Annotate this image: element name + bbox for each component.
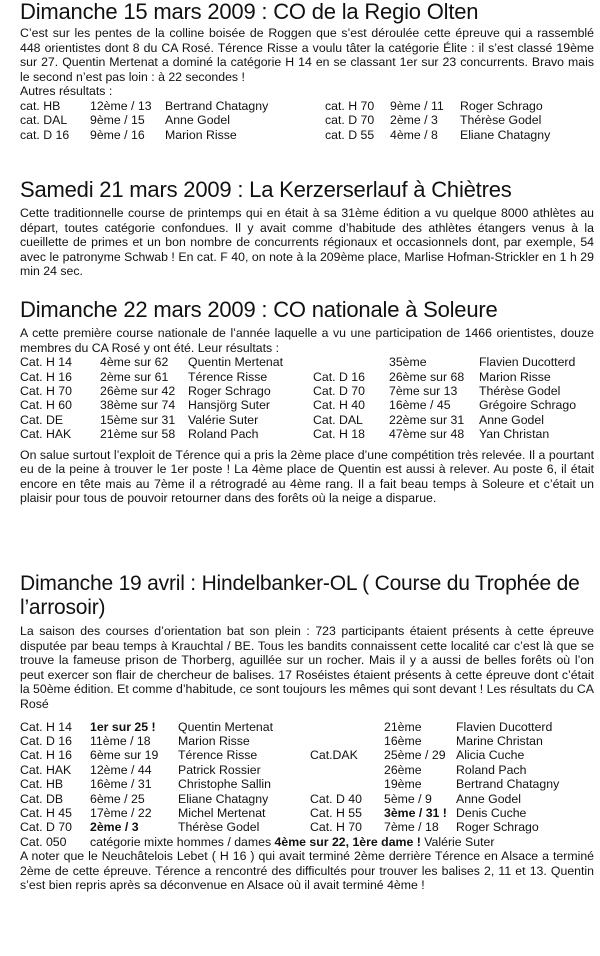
category-cell: Cat. 050	[20, 834, 67, 849]
name-cell: Roland Pach	[188, 427, 259, 442]
rank-cell: 2ème / 3	[90, 820, 139, 835]
rank-cell: 16ème	[384, 733, 422, 748]
name-cell: Eliane Chatagny	[460, 127, 551, 142]
category-cell: Cat. DB	[20, 791, 64, 806]
name-cell: Anne Godel	[456, 791, 521, 806]
category-cell: Cat.DAK	[310, 748, 358, 763]
rank-cell: 4ème / 8	[390, 127, 438, 142]
name-cell: Roger Schrago	[456, 820, 539, 835]
name-cell: Roger Schrago	[188, 384, 271, 398]
category-cell	[310, 720, 384, 734]
name-cell: Patrick Rossier	[178, 762, 261, 777]
category-description: catégorie mixte hommes / dames	[90, 834, 272, 849]
category-cell: Cat. H 40	[313, 398, 365, 413]
category-cell: Cat. H 45	[20, 806, 72, 820]
category-cell: Cat. HAK	[20, 762, 72, 777]
table-row	[20, 398, 576, 412]
section-soleure	[20, 298, 594, 506]
rank-cell: 26ème sur 68	[389, 369, 465, 384]
rank-cell: 2ème sur 61	[100, 369, 169, 384]
section-hindelbanker	[20, 572, 594, 893]
rank-cell: 6ème / 25	[90, 791, 145, 806]
category-cell: Cat. D 16	[20, 733, 72, 748]
rank-cell: 47ème sur 48	[389, 427, 465, 442]
table-row	[20, 734, 559, 748]
category-cell: Cat. D 70	[20, 820, 72, 835]
name-cell: Roland Pach	[456, 762, 527, 777]
category-cell: Cat. H 16	[20, 369, 72, 384]
table-row	[20, 370, 576, 384]
category-cell: Cat. DAL	[313, 412, 363, 427]
name-cell: Denis Cuche	[456, 806, 527, 820]
rank-cell: 21ème sur 58	[100, 427, 176, 442]
name-cell: Roger Schrago	[460, 98, 543, 113]
mixed-category-row	[20, 835, 594, 849]
rank-cell: 6ème sur 19	[90, 748, 159, 763]
results-table	[20, 99, 550, 142]
rank-cell: 2ème / 3	[390, 113, 438, 128]
name-cell: Thérèse Godel	[460, 113, 542, 128]
name-cell: Térence Risse	[178, 748, 258, 763]
rank-cell: 19ème	[384, 777, 422, 792]
table-row	[20, 128, 550, 142]
category-cell: cat. DAL	[20, 113, 68, 128]
section-text: Cette traditionnelle course de printemps qui en était à sa 31ème édition a vu quelque 8000 athlètes au départ, toutes catégorie confondues. Il y avait comme d’habitude des athlètes étangers venus à la cueillette de primes et un bon nombre de concurrents régionaux et occasionnels dont, par exemple, 54 avec le patronyme Schwab ! En cat. F 40, on note à la 209ème place, Marlise Hofman-Strickler en 1 h 29 min 24 sec.	[20, 206, 594, 279]
category-cell: Cat. H 70	[20, 384, 72, 398]
rank-cell: 26ème	[384, 762, 422, 777]
category-cell: Cat. D 70	[313, 384, 365, 398]
table-row	[20, 777, 559, 791]
category-cell: cat. HB	[20, 98, 61, 113]
rank-cell: 26ème sur 42	[100, 384, 176, 398]
category-cell	[310, 763, 384, 777]
table-row	[20, 384, 576, 398]
category-cell: cat. D 16	[20, 127, 70, 142]
section-title: Samedi 21 mars 2009 : La Kerzerserlauf à Chiètres	[20, 177, 512, 202]
table-row	[20, 720, 559, 734]
category-cell: Cat. H 14	[20, 719, 72, 734]
section-text: La saison des courses d’orientation bat son plein : 723 participants étaient présents à cette épreuve disputée par beau temps à Krauchtal / BE. Tous les bandits connaissent cette localité car c’est là que se trouve la fameuse prison de Thorberg, aguillée sur un rocher. Mais il y a aussi de belles forêts où l’on peut exercer son flair de chercheur de balises. 17 Roséistes étaient présents à cette épreuve dont c’était la 50ème édition. Et comme d’habitude, ce sont toujours les mêmes qui sont devant ! Les résultats du CA Rosé	[20, 624, 594, 711]
section-title: Dimanche 15 mars 2009 : CO de la Regio Olten	[20, 0, 479, 24]
rank-cell: 4ème sur 22, 1ère dame !	[274, 834, 421, 849]
rank-cell: 21ème	[384, 719, 422, 734]
name-cell: Marion Risse	[479, 369, 551, 384]
table-row	[20, 113, 550, 127]
category-cell: Cat. H 18	[313, 427, 365, 442]
rank-cell: 17ème / 22	[90, 806, 152, 820]
rank-cell: 12ème / 13	[90, 98, 152, 113]
name-cell: Thérèse Godel	[178, 820, 260, 835]
rank-cell: 35ème	[389, 355, 427, 370]
rank-cell: 9ème / 11	[390, 98, 444, 113]
category-cell: Cat. H 55	[310, 806, 362, 820]
category-cell: Cat. HAK	[20, 427, 72, 442]
name-cell: Michel Mertenat	[178, 806, 266, 820]
table-row	[20, 763, 559, 777]
name-cell: Valérie Suter	[188, 412, 259, 427]
name-cell: Christophe Sallin	[178, 777, 271, 792]
table-row	[20, 427, 576, 441]
table-row	[20, 413, 576, 427]
section-title: Dimanche 19 avril : Hindelbanker-OL ( Course du Trophée de l’arrosoir)	[20, 572, 580, 619]
name-cell: Flavien Ducotterd	[479, 355, 576, 370]
name-cell: Quentin Mertenat	[188, 355, 284, 370]
name-cell: Flavien Ducotterd	[456, 719, 553, 734]
section-regio-olten	[20, 0, 594, 142]
category-cell	[310, 777, 384, 791]
table-row	[20, 355, 576, 369]
name-cell: Quentin Mertenat	[178, 719, 274, 734]
name-cell: Marion Risse	[165, 127, 237, 142]
results-table	[20, 720, 559, 835]
rank-cell: 9ème / 16	[90, 127, 145, 142]
name-cell: Anne Godel	[165, 113, 230, 128]
name-cell: Bertrand Chatagny	[165, 98, 269, 113]
rank-cell: 3ème / 31 !	[384, 806, 447, 820]
section-text: C’est sur les pentes de la colline boisée de Roggen que s’est déroulée cette épreuve qui a rassemblé 448 orientistes dont 8 du CA Rosé. Térence Risse a voulu tâter la catégorie Élite : il s’est classé 19ème sur 27. Quentin Mertenat a dominé la catégorie H 14 en se classant 1er sur 23 concurrents. Bravo mais le second n’est pas loin : à 22 secondes !	[20, 26, 594, 84]
category-cell: Cat. H 70	[310, 820, 362, 835]
name-cell: Alicia Cuche	[456, 748, 525, 763]
category-cell: Cat. HB	[20, 777, 64, 792]
section-text: A noter que le Neuchâtelois Lebet ( H 16 ) qui avait terminé 2ème derrière Térence en Alsace a terminé 2ème de cette épreuve. Térence a rencontré des difficultés pour trouver les balises 2, 11 et 13. Quentin s’est bien repris après sa déconvenue en Alsace où il avait terminé 4ème !	[20, 849, 594, 893]
name-cell: Valérie Suter	[424, 834, 495, 849]
name-cell: Yan Christan	[479, 427, 550, 442]
name-cell: Marine Christan	[456, 733, 543, 748]
rank-cell: 12ème / 44	[90, 762, 152, 777]
rank-cell: 9ème / 15	[90, 113, 145, 128]
name-cell: Bertrand Chatagny	[456, 777, 560, 792]
category-cell: Cat. D 40	[310, 791, 362, 806]
category-cell: cat. D 70	[325, 113, 375, 128]
rank-cell: 4ème sur 62	[100, 355, 169, 370]
category-cell: Cat. DE	[20, 412, 64, 427]
category-cell: Cat. D 16	[313, 369, 365, 384]
rank-cell: 7ème sur 13	[389, 384, 458, 398]
section-text: On salue surtout l’exploit de Térence qui a pris la 2ème place d’une compétition très relevée. Il a pourtant eu de la peine à trouver le 1er poste ! La 4ème place de Quentin est aussi à relever. Au poste 6, il était encore en tête mais au 7ème il a rétrogradé au 4ème rang. Il a fait beau temps à Soleure et c’était un plaisir pour tous de pouvoir retourner dans des forêts où la neige a disparue.	[20, 447, 594, 506]
name-cell: Grégoire Schrago	[479, 398, 577, 413]
other-results-label: Autres résultats :	[20, 84, 113, 99]
category-cell: Cat. H 16	[20, 748, 72, 763]
section-kerzerserlauf	[20, 178, 594, 279]
results-table	[20, 355, 576, 441]
category-cell: cat. H 70	[325, 98, 375, 113]
name-cell: Anne Godel	[479, 412, 544, 427]
name-cell: Thérèse Godel	[479, 384, 561, 398]
name-cell: Marion Risse	[178, 733, 250, 748]
table-row	[20, 748, 559, 762]
rank-cell: 38ème sur 74	[100, 398, 176, 413]
rank-cell: 25ème / 29	[384, 748, 446, 763]
table-row	[20, 99, 550, 113]
rank-cell: 22ème sur 31	[389, 412, 465, 427]
section-text: A cette première course nationale de l’année laquelle a vu une participation de 1466 orientistes, douze membres du CA Rosé y ont été. Leur résultats :	[20, 326, 594, 355]
category-cell: Cat. H 60	[20, 398, 72, 413]
category-cell: cat. D 55	[325, 127, 375, 142]
rank-cell: 11ème / 18	[90, 733, 151, 748]
rank-cell: 7ème / 18	[384, 820, 439, 835]
rank-cell: 16ème / 45	[389, 398, 451, 413]
section-title: Dimanche 22 mars 2009 : CO nationale à Soleure	[20, 297, 498, 322]
table-row	[20, 806, 559, 820]
name-cell: Hansjörg Suter	[188, 398, 271, 413]
rank-cell: 1er sur 25 !	[90, 719, 156, 734]
category-cell	[310, 734, 384, 748]
name-cell: Térence Risse	[188, 369, 268, 384]
table-row	[20, 820, 559, 834]
rank-cell: 15ème sur 31	[100, 412, 176, 427]
rank-cell: 16ème / 31	[90, 777, 152, 792]
rank-cell: 5ème / 9	[384, 791, 432, 806]
category-cell	[313, 355, 389, 369]
table-row	[20, 792, 559, 806]
category-cell: Cat. H 14	[20, 355, 72, 370]
name-cell: Eliane Chatagny	[178, 791, 269, 806]
